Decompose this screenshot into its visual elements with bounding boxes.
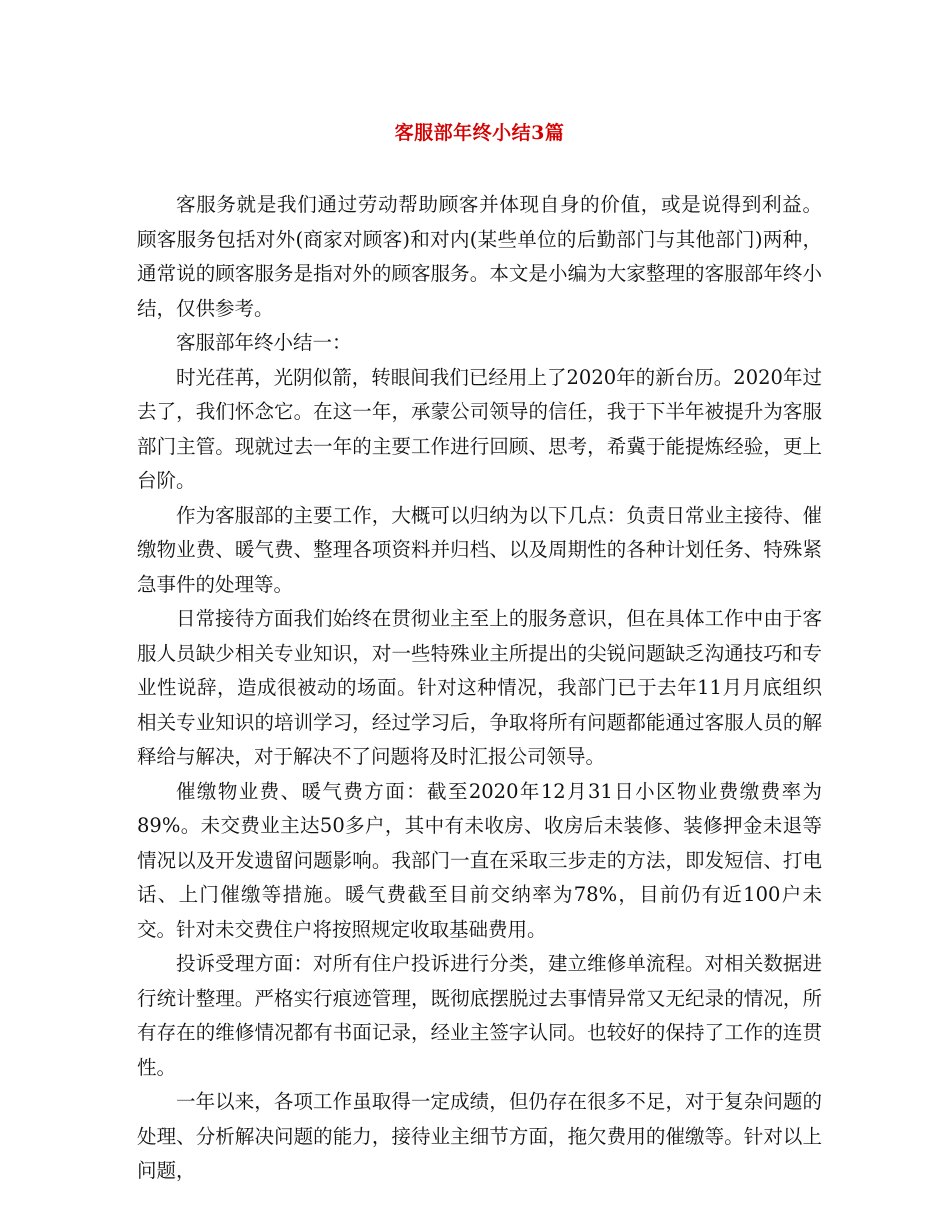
section-heading-summary-one: 客服部年终小结一： bbox=[176, 331, 352, 354]
body-paragraph: 催缴物业费、暖气费方面：截至2020年12月31日小区物业费缴费率为89%。未交费业主达50多户，其中有未收房、收房后未装修、装修押金未退等情况以及开发遗留问题影响。我部门一直在采取三步走的方法，即发短信、打电话、上门催缴等措施。暖气费截至目前交纳率为78%，目前仍有近100户未交。针对未交费住户将按照规定收取基础费用。 bbox=[137, 779, 822, 941]
body-paragraph: 投诉受理方面：对所有住户投诉进行分类，建立维修单流程。对相关数据进行统计整理。严格实行痕迹管理，既彻底摆脱过去事情异常又无纪录的情况，所有存在的维修情况都有书面记录，经业主签字认同。也较好的保持了工作的连贯性。 bbox=[137, 952, 822, 1079]
body-paragraph: 作为客服部的主要工作，大概可以归纳为以下几点：负责日常业主接待、催缴物业费、暖气费、整理各项资料并归档、以及周期性的各种计划任务、特殊紧急事件的处理等。 bbox=[137, 503, 822, 596]
body-paragraph: 时光荏苒，光阴似箭，转眼间我们已经用上了2020年的新台历。2020年过去了，我们怀念它。在这一年，承蒙公司领导的信任，我于下半年被提升为客服部门主管。现就过去一年的主要工作进行回顾、思考，希冀于能提炼经验，更上台阶。 bbox=[137, 365, 822, 492]
document-title: 客服部年终小结3篇 bbox=[394, 122, 565, 144]
body-paragraph: 日常接待方面我们始终在贯彻业主至上的服务意识，但在具体工作中由于客服人员缺少相关专业知识，对一些特殊业主所提出的尖锐问题缺乏沟通技巧和专业性说辞，造成很被动的场面。针对这种情况，我部门已于去年11月月底组织相关专业知识的培训学习，经过学习后，争取将所有问题都能通过客服人员的解释给与解决，对于解决不了问题将及时汇报公司领导。 bbox=[137, 607, 822, 768]
intro-paragraph: 客服务就是我们通过劳动帮助顾客并体现自身的价值，或是说得到利益。 顾客服务包括对外(商家对顾客)和对内(某些单位的后勤部门与其他部门)两种，通常说的顾客服务是指对外的顾客服务。本文是小编为大家整理的客服部年终小结，仅供参考。 bbox=[137, 193, 822, 320]
body-paragraph: 一年以来，各项工作虽取得一定成绩，但仍存在很多不足，对于复杂问题的处理、分析解决问题的能力，接待业主细节方面，拖欠费用的催缴等。针对以上问题， bbox=[137, 1090, 822, 1182]
